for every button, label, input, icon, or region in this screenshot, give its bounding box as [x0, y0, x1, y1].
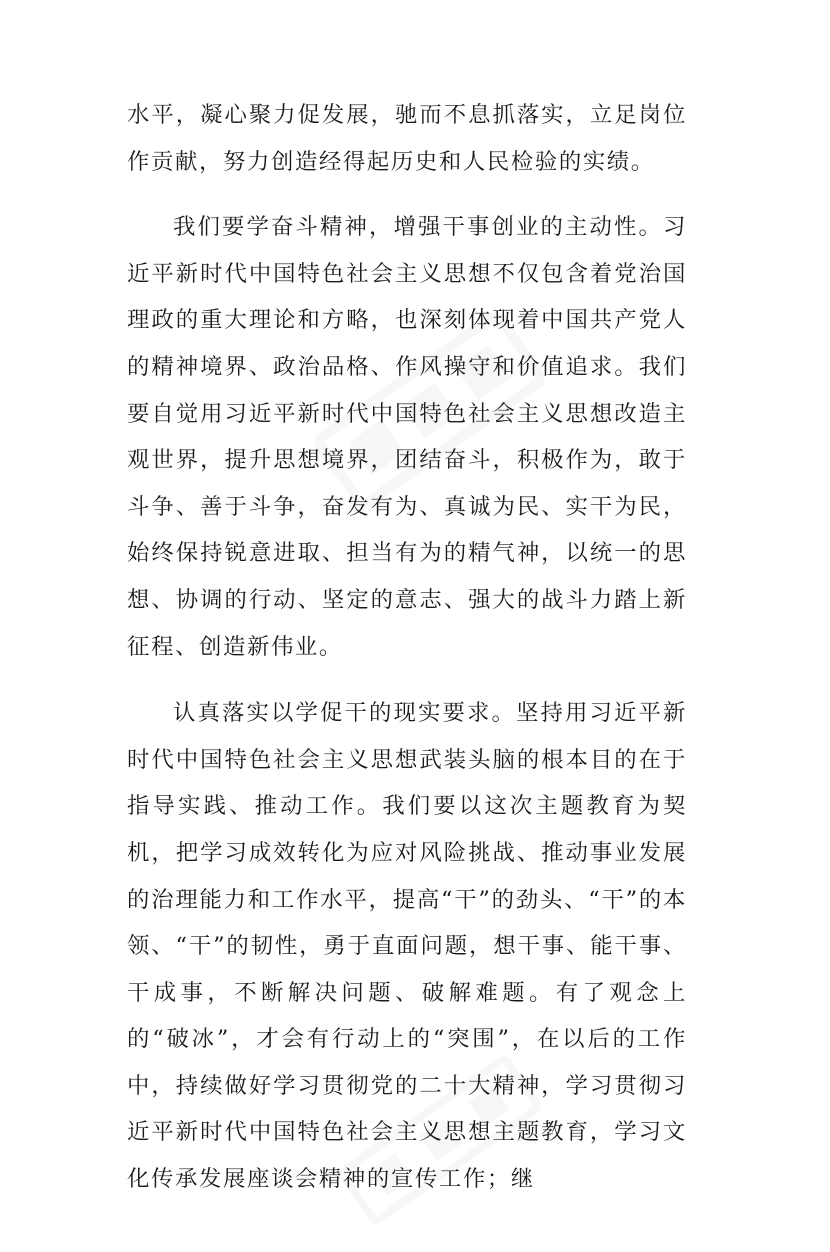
body-text — [127, 92, 687, 1203]
paragraph-3: 认真落实以学促干的现实要求。坚持用习近平新时代中国特色社会主义思想武装头脑的根本目的在于指导实践、推动工作。我们要以这次主题教育为契机，把学习成效转化为应对风险挑战、推动事业发展的治理能力和工作水平，提高“干”的劲头、“干”的本领、“干”的韧性，勇于直面问题，想干事、能干事、干成事，不断解决问题、破解难题。有了观念上的“破冰”，才会有行动上的“突围”，在以后的工作中，持续做好学习贯彻党的二十大精神，学习贯彻习近平新时代中国特色社会主义思想主题教育，学习文化传承发展座谈会精神的宣传工作；继 — [127, 700, 687, 1193]
paragraph-2: 我们要学奋斗精神，增强干事创业的主动性。习近平新时代中国特色社会主义思想不仅包含着党治国理政的重大理论和方略，也深刻体现着中国共产党人的精神境界、政治品格、作风操守和价值追求。我们要自觉用习近平新时代中国特色社会主义思想改造主观世界，提升思想境界，团结奋斗，积极作为，敢于斗争、善于斗争，奋发有为、真诚为民、实干为民，始终保持锐意进取、担当有为的精气神，以统一的思想、协调的行动、坚定的意志、强大的战斗力踏上新征程、创造新伟业。 — [127, 214, 687, 660]
paragraph-1: 水平，凝心聚力促发展，驰而不息抓落实，立足岗位作贡献，努力创造经得起历史和人民检验的实绩。 — [127, 102, 687, 175]
